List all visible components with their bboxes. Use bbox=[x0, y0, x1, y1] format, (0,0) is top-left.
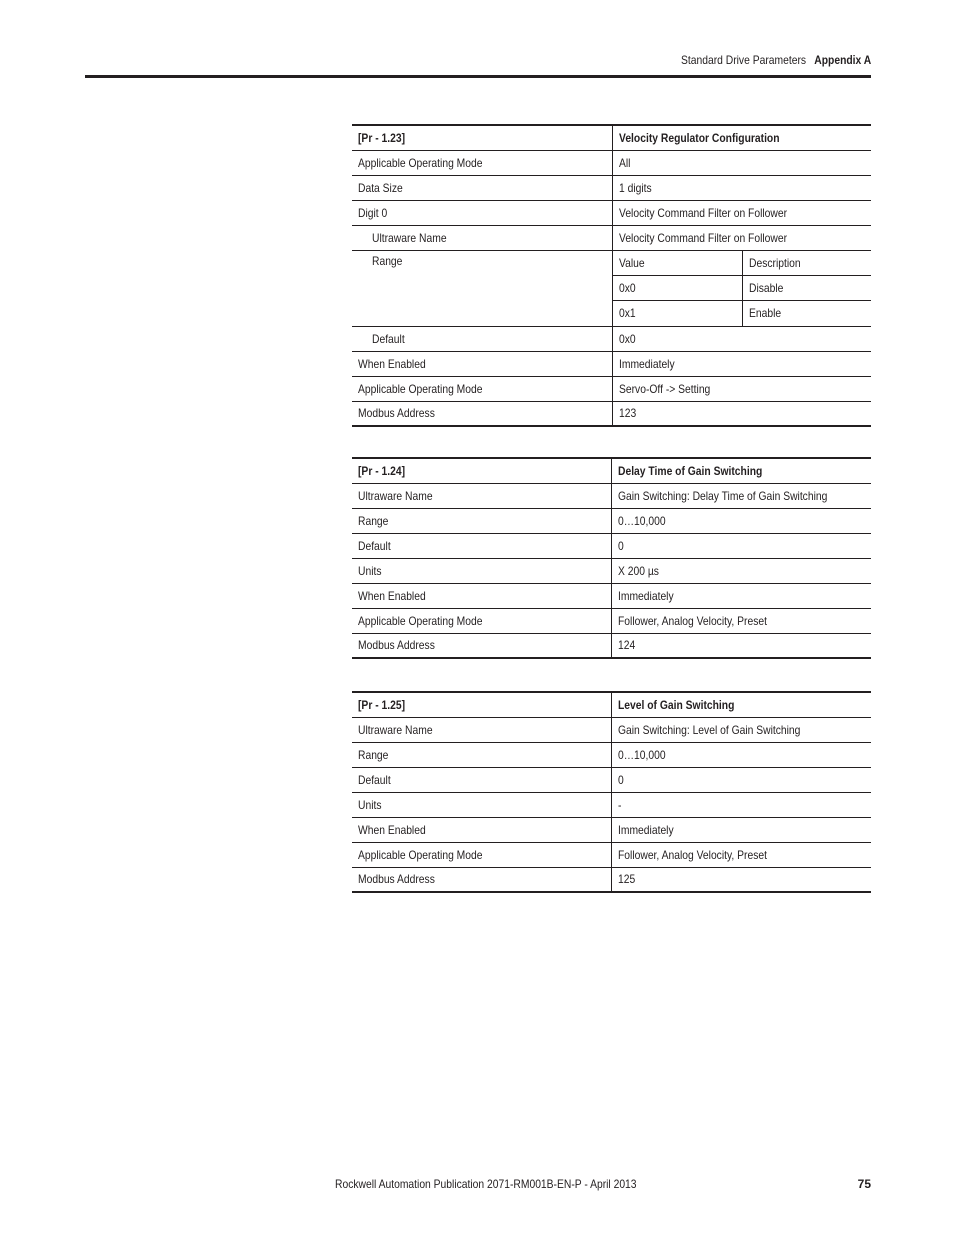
table-header-row bbox=[352, 125, 871, 150]
row-value: Immediately bbox=[611, 817, 871, 842]
row-value: 0x0 bbox=[612, 326, 871, 351]
row-value: Servo-Off -> Setting bbox=[612, 376, 871, 401]
table-row bbox=[352, 717, 871, 742]
row-value: Gain Switching: Level of Gain Switching bbox=[611, 717, 871, 742]
row-value: X 200 µs bbox=[611, 558, 871, 583]
row-label: When Enabled bbox=[352, 817, 611, 842]
table-row bbox=[352, 867, 871, 892]
range-option-row bbox=[613, 276, 872, 301]
row-label: Modbus Address bbox=[352, 633, 611, 658]
table-row bbox=[352, 767, 871, 792]
row-label: Ultraware Name bbox=[352, 225, 612, 250]
range-col-value: Value bbox=[613, 251, 743, 276]
table-row bbox=[352, 842, 871, 867]
row-label: Modbus Address bbox=[352, 867, 611, 892]
row-label: Data Size bbox=[352, 175, 612, 200]
row-value: 123 bbox=[612, 401, 871, 426]
table-row bbox=[352, 533, 871, 558]
row-value: - bbox=[611, 792, 871, 817]
row-label: When Enabled bbox=[352, 351, 612, 376]
row-label: Applicable Operating Mode bbox=[352, 842, 611, 867]
row-label: Ultraware Name bbox=[352, 717, 611, 742]
header-rule bbox=[85, 75, 871, 78]
table-row bbox=[352, 200, 871, 225]
footer-publication: Rockwell Automation Publication 2071-RM001B-EN-P - April 2013 bbox=[335, 1177, 637, 1191]
range-subtable-header bbox=[613, 251, 872, 276]
row-label: Default bbox=[352, 533, 611, 558]
row-label: When Enabled bbox=[352, 583, 611, 608]
running-header-title: Standard Drive Parameters bbox=[681, 53, 807, 67]
row-label: Default bbox=[352, 326, 612, 351]
range-option-description: Enable bbox=[743, 301, 872, 326]
range-option-description: Disable bbox=[743, 276, 872, 301]
row-value: Immediately bbox=[612, 351, 871, 376]
parameter-table-1-25 bbox=[352, 691, 871, 893]
range-subtable-cell bbox=[612, 250, 871, 326]
table-row bbox=[352, 326, 871, 351]
row-label: Units bbox=[352, 792, 611, 817]
parameter-id: [Pr - 1.24] bbox=[352, 458, 611, 483]
table-row bbox=[352, 633, 871, 658]
row-value: 124 bbox=[611, 633, 871, 658]
page-number: 75 bbox=[857, 1177, 871, 1191]
row-value: Velocity Command Filter on Follower bbox=[612, 225, 871, 250]
range-option-value: 0x0 bbox=[613, 276, 743, 301]
row-value: 0 bbox=[611, 533, 871, 558]
row-value: Follower, Analog Velocity, Preset bbox=[611, 608, 871, 633]
parameter-id: [Pr - 1.23] bbox=[352, 125, 612, 150]
table-header-row bbox=[352, 458, 871, 483]
table-row-range bbox=[352, 250, 871, 326]
range-option-value: 0x1 bbox=[618, 306, 636, 321]
running-header-appendix: Appendix A bbox=[814, 53, 871, 67]
table-row bbox=[352, 583, 871, 608]
table-row bbox=[352, 508, 871, 533]
row-value: Gain Switching: Delay Time of Gain Switching bbox=[611, 483, 871, 508]
table-row bbox=[352, 225, 871, 250]
parameter-table-1-24 bbox=[352, 457, 871, 659]
row-value: Immediately bbox=[611, 583, 871, 608]
table-row bbox=[352, 792, 871, 817]
row-label: Applicable Operating Mode bbox=[352, 608, 611, 633]
table-row bbox=[352, 742, 871, 767]
row-label: Default bbox=[352, 767, 611, 792]
row-label: Range bbox=[352, 508, 611, 533]
row-label: Modbus Address bbox=[352, 401, 612, 426]
range-col-description: Description bbox=[743, 251, 872, 276]
table-row bbox=[352, 351, 871, 376]
row-value: All bbox=[612, 150, 871, 175]
row-value: 0…10,000 bbox=[611, 508, 871, 533]
range-subtable bbox=[613, 251, 872, 326]
row-label: Digit 0 bbox=[352, 200, 612, 225]
row-label: Units bbox=[352, 558, 611, 583]
range-option-row bbox=[613, 301, 872, 326]
row-label: Range bbox=[352, 250, 612, 326]
row-value: Velocity Command Filter on Follower bbox=[612, 200, 871, 225]
table-row bbox=[352, 483, 871, 508]
row-value: Follower, Analog Velocity, Preset bbox=[611, 842, 871, 867]
parameter-table-1-23 bbox=[352, 124, 871, 427]
row-value: 0 bbox=[611, 767, 871, 792]
table-row bbox=[352, 817, 871, 842]
table-row bbox=[352, 558, 871, 583]
row-value: 0…10,000 bbox=[611, 742, 871, 767]
row-label: Applicable Operating Mode bbox=[352, 376, 612, 401]
table-row bbox=[352, 150, 871, 175]
parameter-name: Level of Gain Switching bbox=[611, 692, 871, 717]
table-row bbox=[352, 376, 871, 401]
parameter-name: Velocity Regulator Configuration bbox=[612, 125, 871, 150]
row-value: 125 bbox=[611, 867, 871, 892]
table-row bbox=[352, 401, 871, 426]
parameter-id: [Pr - 1.25] bbox=[352, 692, 611, 717]
row-label: Applicable Operating Mode bbox=[352, 150, 612, 175]
row-label: Range bbox=[352, 742, 611, 767]
row-label: Ultraware Name bbox=[352, 483, 611, 508]
row-value: 1 digits bbox=[612, 175, 871, 200]
table-header-row bbox=[352, 692, 871, 717]
table-row bbox=[352, 608, 871, 633]
parameter-name: Delay Time of Gain Switching bbox=[611, 458, 871, 483]
table-row bbox=[352, 175, 871, 200]
